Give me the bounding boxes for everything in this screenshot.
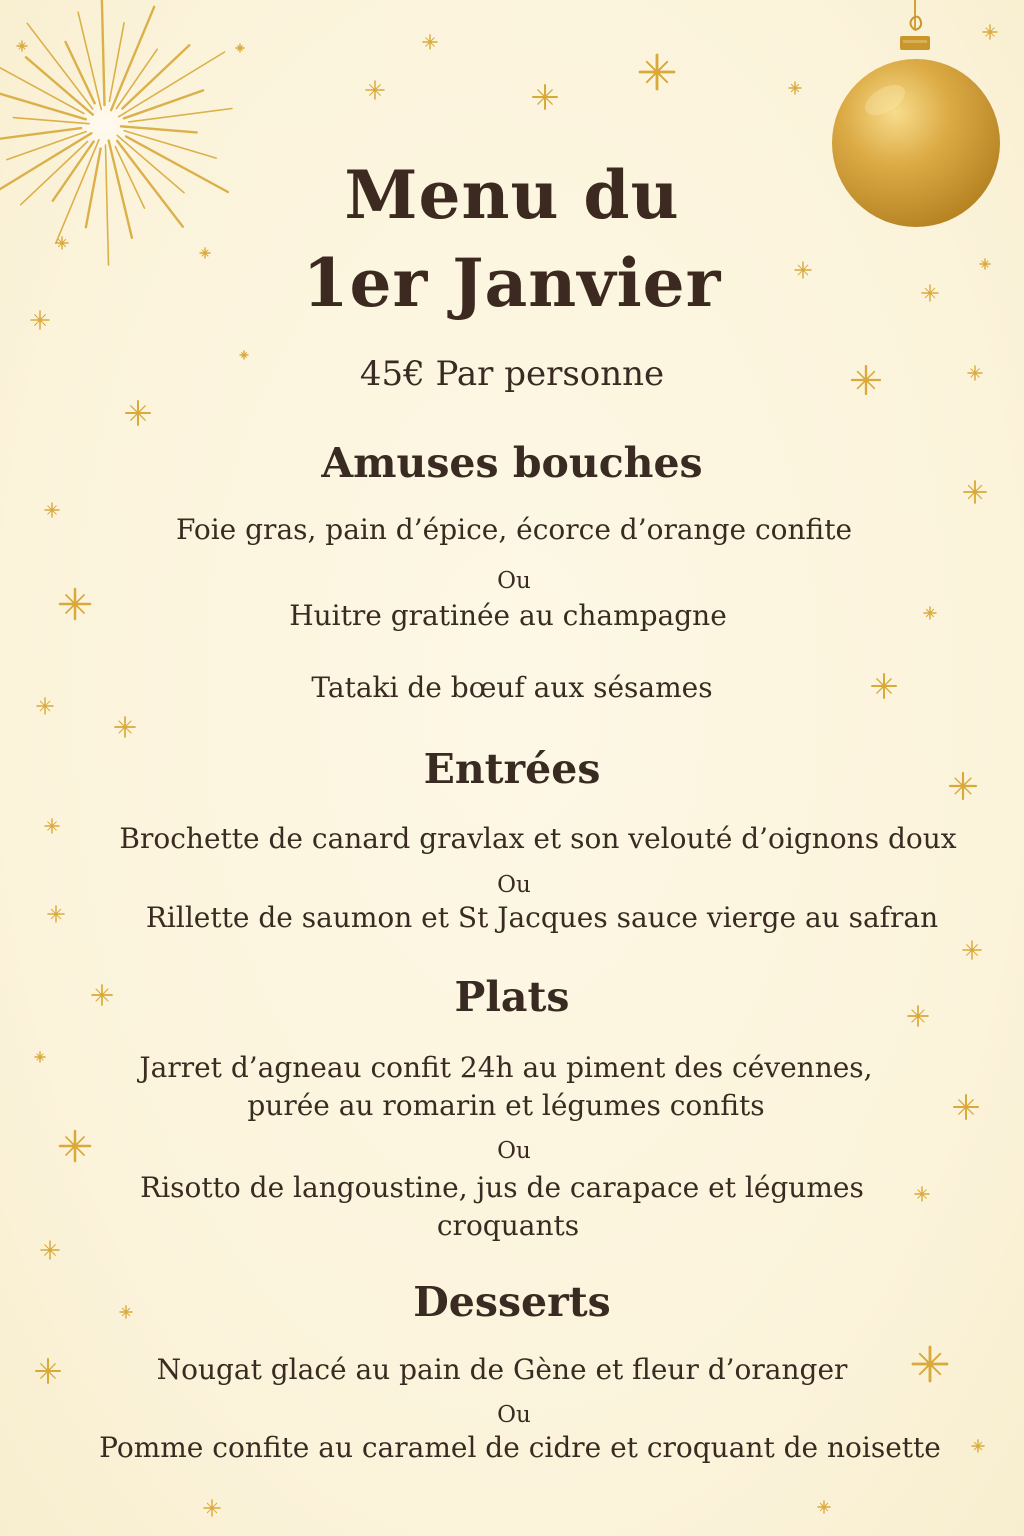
plat-item-2-line-1: Risotto de langoustine, jus de carapace et légumes <box>140 1171 864 1204</box>
sparkle-star-icon <box>41 1241 59 1259</box>
dessert-item-2: Pomme confite au caramel de cidre et croquant de noisette <box>99 1431 941 1464</box>
section-heading-plats: Plats <box>454 973 570 1021</box>
menu-title-line-2: 1er Janvier <box>302 244 722 322</box>
sparkle-star-icon <box>204 1500 220 1516</box>
menu-title-line-1: Menu du <box>344 156 680 234</box>
sparkle-star-icon <box>533 85 557 109</box>
sparkle-star-icon <box>640 55 674 89</box>
price-per-person: 45€ Par personne <box>359 354 665 394</box>
sparkle-star-icon <box>126 401 150 425</box>
entree-item-2: Rillette de saumon et St Jacques sauce vierge au safran <box>145 901 939 934</box>
sparkle-star-icon <box>789 82 801 94</box>
dessert-item-1: Nougat glacé au pain de Gène et fleur d’oranger <box>156 1353 848 1386</box>
amuse-bouche-item-3: Tataki de bœuf aux sésames <box>311 671 713 704</box>
section-heading-desserts: Desserts <box>413 1278 611 1326</box>
sparkle-star-icon <box>17 41 27 51</box>
section-heading-amuses-bouches: Amuses bouches <box>321 439 703 487</box>
sparkle-star-icon <box>963 941 981 959</box>
sparkle-star-icon <box>423 35 437 49</box>
amuse-bouche-item-2: Huitre gratinée au champagne <box>289 599 727 632</box>
sparkle-star-icon <box>115 717 135 737</box>
or-separator: Ou <box>497 1402 531 1428</box>
sparkle-star-icon <box>366 81 384 99</box>
plat-item-2-line-2: croquants <box>436 1209 580 1242</box>
section-heading-entrees: Entrées <box>423 745 601 793</box>
or-separator: Ou <box>497 568 531 594</box>
entree-item-1: Brochette de canard gravlax et son velouté d’oignons doux <box>119 822 957 855</box>
plat-item-1-line-2: purée au romarin et légumes confits <box>247 1089 765 1122</box>
plat-item-1-line-1: Jarret d’agneau confit 24h au piment des cévennes, <box>139 1051 873 1084</box>
or-separator: Ou <box>497 872 531 898</box>
amuse-bouche-item-1: Foie gras, pain d’épice, écorce d’orange confite <box>175 513 853 546</box>
sparkle-star-icon <box>983 25 997 39</box>
sparkle-star-icon <box>818 1501 830 1513</box>
or-separator: Ou <box>497 1138 531 1164</box>
sparkle-star-icon <box>964 481 986 503</box>
sparkle-star-icon <box>45 503 59 517</box>
sparkle-star-icon <box>236 44 244 52</box>
